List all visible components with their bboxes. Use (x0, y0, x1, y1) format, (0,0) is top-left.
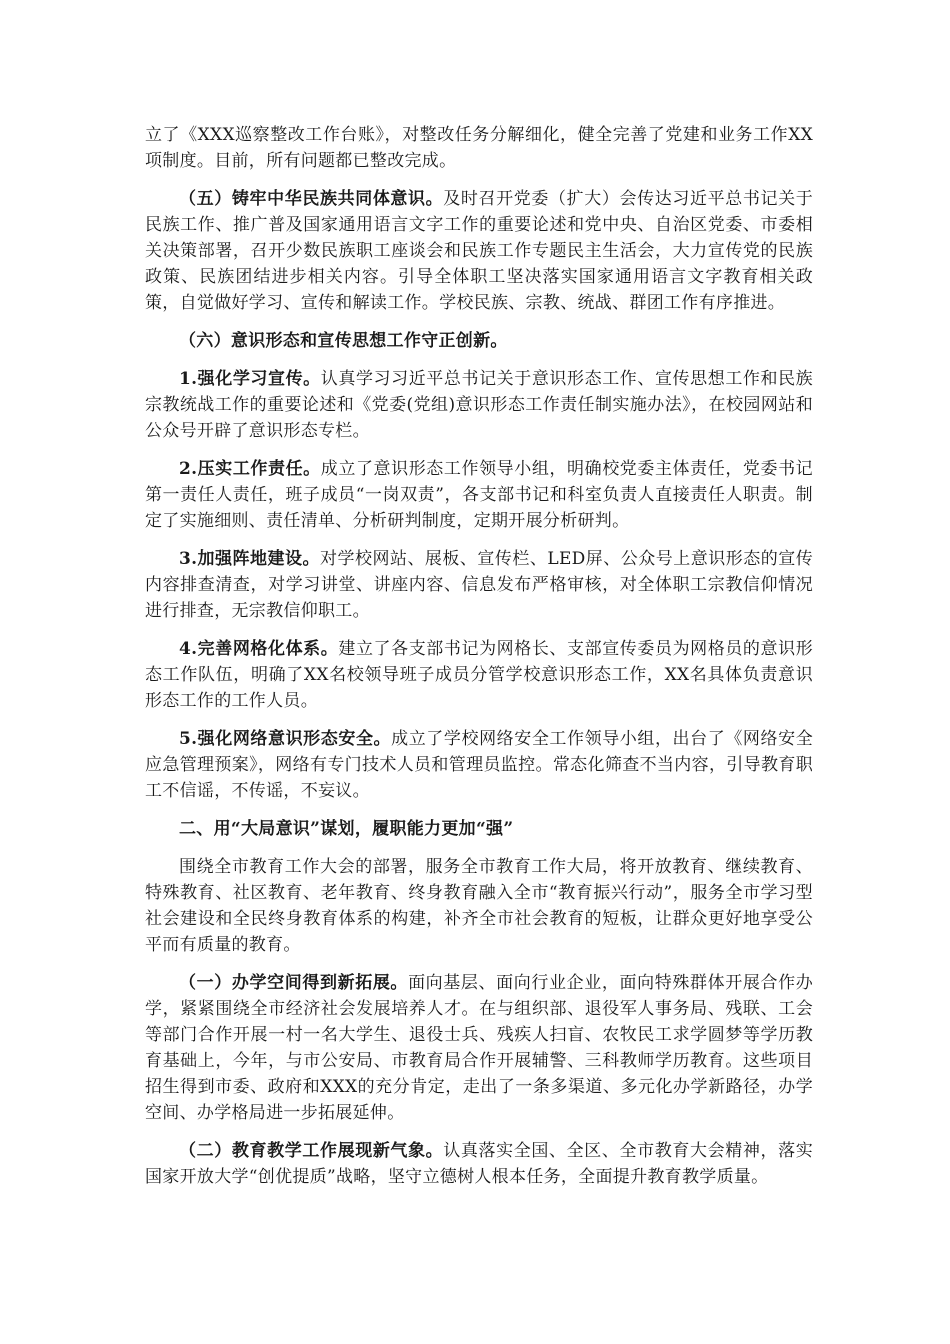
paragraph-text: 对学校网站、展板、宣传栏、LED屏、公众号上意识形态的宣传内容排查清查，对学习讲堂、讲座内容、信息发布严格审核，对全体职工宗教信仰情况进行排查，无宗教信仰职工。 (145, 549, 813, 621)
paragraph-text: 认真学习习近平总书记关于意识形态工作、宣传思想工作和民族宗教统战工作的重要论述和《党委(党组)意识形态工作责任制实施办法》，在校园网站和公众号开辟了意识形态专栏。 (145, 369, 813, 441)
chapter-heading-2 (145, 816, 813, 842)
item-heading-2: 2.压实工作责任。 (179, 459, 321, 479)
heading-text: （六）意识形态和宣传思想工作守正创新。 (179, 331, 508, 351)
paragraph-continuation (145, 122, 813, 174)
paragraph-text: 建立了各支部书记为网格长、支部宣传委员为网格员的意识形态工作队伍，明确了XX名校领导班子成员分管学校意识形态工作，XX名具体负责意识形态工作的工作人员。 (145, 639, 813, 711)
item-heading-1: 1.强化学习宣传。 (179, 369, 321, 389)
paragraph-text: 围绕全市教育工作大会的部署，服务全市教育工作大局，将开放教育、继续教育、特殊教育、社区教育、老年教育、终身教育融入全市“教育振兴行动”，服务全市学习型社会建设和全民终身教育体系的构建，补齐全市社会教育的短板，让群众更好地享受公平而有质量的教育。 (145, 857, 813, 955)
paragraph-text: 成立了学校网络安全工作领导小组，出台了《网络安全应急管理预案》，网络有专门技术人员和管理员监控。常态化筛查不当内容，引导教育职工不信谣，不传谣，不妄议。 (145, 729, 813, 801)
heading-text: 二、用“大局意识”谋划，履职能力更加“强” (179, 819, 514, 839)
paragraph-item-1 (145, 366, 813, 444)
paragraph-item-2 (145, 456, 813, 534)
paragraph-text: 立了《XXX巡察整改工作台账》，对整改任务分解细化，健全完善了党建和业务工作XX项制度。目前，所有问题都已整改完成。 (145, 125, 813, 171)
section-heading-6 (145, 328, 813, 354)
item-heading-3: 3.加强阵地建设。 (179, 549, 320, 569)
section-heading-5: （五）铸牢中华民族共同体意识。 (179, 189, 444, 209)
paragraph-text: 认真落实全国、全区、全市教育大会精神，落实国家开放大学“创优提质”战略，坚守立德树人根本任务，全面提升教育教学质量。 (145, 1141, 813, 1187)
item-heading-4: 4.完善网格化体系。 (179, 639, 339, 659)
item-heading-5: 5.强化网络意识形态安全。 (179, 729, 392, 749)
paragraph-item-4 (145, 636, 813, 714)
subsection-heading-1: （一）办学空间得到新拓展。 (179, 973, 409, 993)
paragraph-text: 及时召开党委（扩大）会传达习近平总书记关于民族工作、推广普及国家通用语言文字工作的重要论述和党中央、自治区党委、市委相关决策部署，召开少数民族职工座谈会和民族工作专题民主生活会，大力宣传党的民族政策、民族团结进步相关内容。引导全体职工坚决落实国家通用语言文字教育相关政策，自觉做好学习、宣传和解读工作。学校民族、宗教、统战、群团工作有序推进。 (145, 189, 813, 313)
document-body (145, 122, 813, 1202)
paragraph-intro (145, 854, 813, 958)
paragraph-subsection-2 (145, 1138, 813, 1190)
paragraph-item-5 (145, 726, 813, 804)
paragraph-text: 成立了意识形态工作领导小组，明确校党委主体责任，党委书记第一责任人责任，班子成员“一岗双责”，各支部书记和科室负责人直接责任人职责。制定了实施细则、责任清单、分析研判制度，定期开展分析研判。 (145, 459, 813, 531)
subsection-heading-2: （二）教育教学工作展现新气象。 (179, 1141, 444, 1161)
paragraph-subsection-1 (145, 970, 813, 1126)
paragraph-section-5 (145, 186, 813, 316)
paragraph-item-3 (145, 546, 813, 624)
paragraph-text: 面向基层、面向行业企业，面向特殊群体开展合作办学，紧紧围绕全市经济社会发展培养人才。在与组织部、退役军人事务局、残联、工会等部门合作开展一村一名大学生、退役士兵、残疾人扫盲、农牧民工求学圆梦等学历教育基础上，今年，与市公安局、市教育局合作开展辅警、三科教师学历教育。这些项目招生得到市委、政府和XXX的充分肯定，走出了一条多渠道、多元化办学新路径，办学空间、办学格局进一步拓展延伸。 (145, 973, 813, 1123)
